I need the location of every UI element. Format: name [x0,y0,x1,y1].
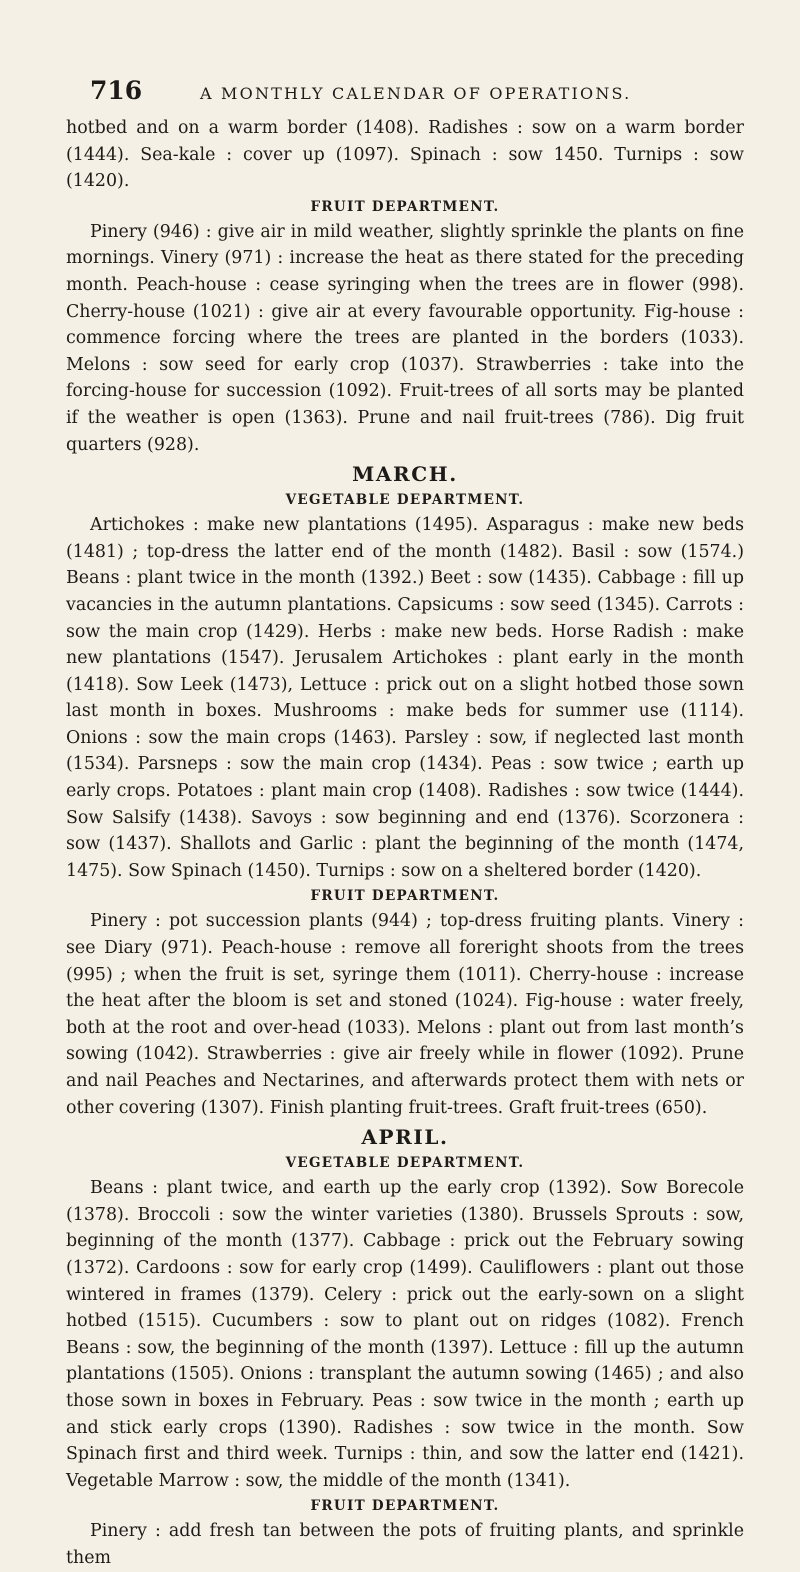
february-fruit-heading: FRUIT DEPARTMENT. [310,198,500,215]
february-fruit-paragraph: Pinery (946) : give air in mild weather, slightly sprinkle the plants on fine mornings. Vinery (971) : increase the heat as there stated for the preceding month. Peach-house : cease syringing when the trees are in flower (998). Cherry-house (1021) : give air at every favourable opportunity. Fig-house : commence forcing where the trees are planted in the borders (1033). Melons : sow seed for early crop (1037). Strawberries : take into the forcing-house for succession (1092). Fruit-trees of all sorts may be planted if the weather is open (1363). Prune and nail fruit-trees (786). Dig fruit quarters (928). [66,221,744,455]
april-heading: APRIL. [361,1125,449,1150]
page-number: 716 [90,76,143,105]
march-vegetable-paragraph: Artichokes : make new plantations (1495). Asparagus : make new beds (1481) ; top-dress the latter end of the month (1482). Basil : sow (1574.) Beans : plant twice in the month (1392.) Beet : sow (1435). Cabbage : fill up vacancies in the autumn plantations. Capsicums : sow seed (1345). Carrots : sow the main crop (1429). Herbs : make new beds. Horse Radish : make new plantations (1547). Jerusalem Artichokes : plant early in the month (1418). Sow Leek (1473), Lettuce : prick out on a slight hotbed those sown last month in boxes. Mushrooms : make beds for summer use (1114). Onions : sow the main crops (1463). Parsley : sow, if neglected last month (1534). Parsneps : sow the main crop (1434). Peas : sow twice ; earth up early crops. Potatoes : plant main crop (1408). Radishes : sow twice (1444). Sow Salsify (1438). Savoys : sow beginning and end (1376). Scorzonera : sow (1437). Shallots and Garlic : plant the beginning of the month (1474, 1475). Sow Spinach (1450). Turnips : sow on a sheltered border (1420). [66,515,744,881]
march-fruit-heading: FRUIT DEPARTMENT. [310,888,500,905]
running-title: A MONTHLY CALENDAR OF OPERATIONS. [200,84,632,103]
march-heading: MARCH. [352,462,458,487]
march-fruit-paragraph: Pinery : pot succession plants (944) ; top-dress fruiting plants. Vinery : see Diary (971). Peach-house : remove all foreright shoots from the trees (995) ; when the fruit is set, syringe them (1011). Cherry-house : increase the heat after the bloom is set and stoned (1024). Fig-house : water freely, both at the root and over-head (1033). Melons : plant out from last month’s sowing (1042). Strawberries : give air freely while in flower (1092). Prune and nail Peaches and Nectarines, and afterwards protect them with nets or other covering (1307). Finish planting fruit-trees. Graft fruit-trees (650). [66,911,744,1118]
march-vegetable-heading: VEGETABLE DEPARTMENT. [285,492,525,509]
february-vegetable-continuation: hotbed and on a warm border (1408). Radishes : sow on a warm border (1444). Sea-kale : cover up (1097). Spinach : sow 1450. Turnips : sow (1420). [66,118,744,192]
april-fruit-paragraph: Pinery : add fresh tan between the pots of fruiting plants, and sprinkle them [66,1521,744,1568]
april-fruit-heading: FRUIT DEPARTMENT. [310,1498,500,1515]
april-vegetable-heading: VEGETABLE DEPARTMENT. [285,1155,525,1172]
running-head [66,76,744,105]
april-vegetable-paragraph: Beans : plant twice, and earth up the early crop (1392). Sow Borecole (1378). Broccoli : sow the winter varieties (1380). Brussels Sprouts : sow, beginning of the month (1377). Cabbage : prick out the February sowing (1372). Cardoons : sow for early crop (1499). Cauliflowers : plant out those wintered in frames (1379). Celery : prick out the early-sown on a slight hotbed (1515). Cucumbers : sow to plant out on ridges (1082). French Beans : sow, the beginning of the month (1397). Lettuce : fill up the autumn plantations (1505). Onions : transplant the autumn sowing (1465) ; and also those sown in boxes in February. Peas : sow twice in the month ; earth up and stick early crops (1390). Radishes : sow twice in the month. Sow Spinach first and third week. Turnips : thin, and sow the latter end (1421). Vegetable Marrow : sow, the middle of the month (1341). [66,1178,744,1491]
